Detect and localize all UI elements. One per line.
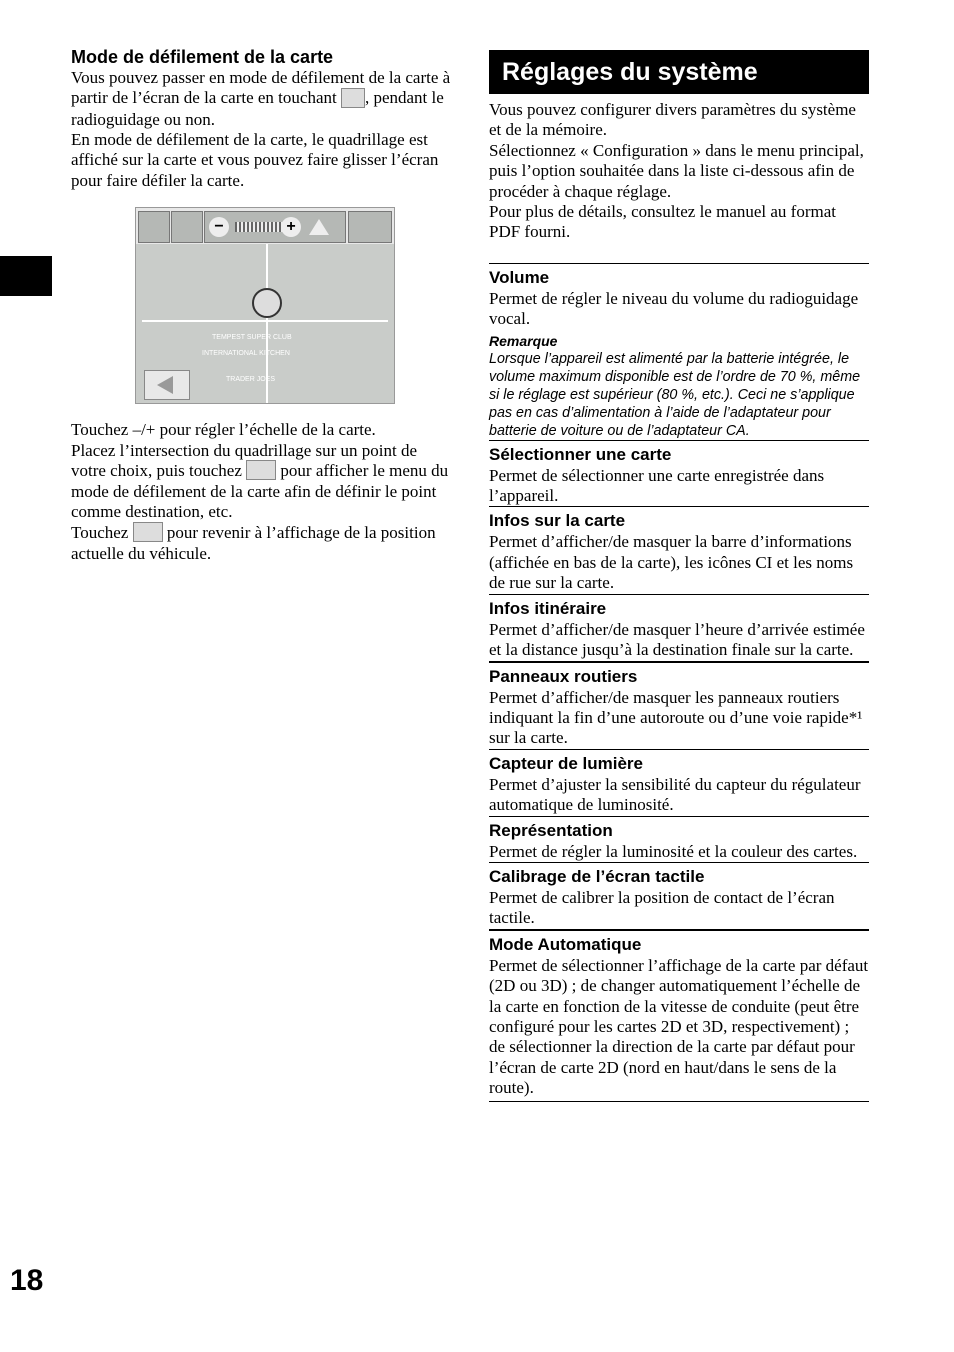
item-text: Permet de calibrer la position de contact de l’écran tactile.: [489, 887, 835, 928]
text: Vous pouvez passer en mode de défilement de la carte à partir de l’écran de la carte en touchant: [71, 68, 451, 108]
flag-icon: [246, 460, 276, 480]
flag-icon: [348, 211, 392, 243]
vehicle-position-icon: [133, 522, 163, 542]
paragraph: [71, 68, 451, 130]
settings-item: [489, 929, 869, 1099]
settings-item-volume: [489, 263, 869, 440]
settings-item: [489, 506, 869, 593]
item-text: Permet de sélectionner une carte enregistrée dans l’appareil.: [489, 465, 825, 506]
cursor-icon: [252, 288, 282, 318]
map-label: TRADER JOES: [226, 376, 276, 384]
item-text: Permet d’afficher/de masquer les panneaux routiers indiquant la fin d’une autoroute ou d’une voie rapide*¹ sur la carte.: [489, 687, 863, 748]
text: Placez l’intersection du quadrillage sur un point de votre choix, puis touchez: [71, 440, 418, 480]
scroll-mode-icon: [341, 88, 365, 108]
paragraph: Vous pouvez configurer divers paramètres du système et de la mémoire.: [489, 100, 856, 140]
item-heading: Infos itinéraire: [489, 598, 607, 618]
paragraph: [71, 523, 451, 565]
intro: [489, 100, 869, 243]
item-heading: Représentation: [489, 820, 613, 840]
grid-line-horizontal: [142, 320, 388, 322]
zoom-in-icon: +: [281, 217, 301, 237]
item-heading: Mode Automatique: [489, 934, 642, 954]
item-text: Permet d’afficher/de masquer la barre d’informations (affichée en bas de la carte), les icônes CI et les noms de rue sur la carte.: [489, 532, 854, 593]
settings-item: [489, 862, 869, 929]
item-text: Permet d’ajuster la sensibilité du capteur du régulateur automatique de luminosité.: [489, 774, 861, 815]
item-text: Permet d’afficher/de masquer l’heure d’arrivée estimée et la distance jusqu’à la destination finale sur la carte.: [489, 619, 865, 660]
text: pour afficher le menu du mode de défilement de la carte afin de définir le point comme destination, etc.: [71, 460, 449, 522]
item-heading: Volume: [489, 267, 550, 287]
zoom-slider: [204, 211, 346, 243]
item-heading: Infos sur la carte: [489, 511, 626, 531]
settings-item: [489, 661, 869, 749]
item-heading: Calibrage de l’écran tactile: [489, 866, 705, 886]
map-screenshot: [135, 207, 395, 404]
map-label: INTERNATIONAL KITCHEN: [202, 350, 290, 358]
paragraph: Touchez –/+ pour régler l’échelle de la carte.: [71, 420, 376, 440]
section-title: Réglages du système: [489, 50, 869, 94]
vehicle-icon: [309, 219, 329, 235]
item-text: Permet de sélectionner l’affichage de la carte par défaut (2D ou 3D) ; de changer automatiquement l’échelle de la carte en fonction de la vitesse de conduite (peut être configuré pour les cartes 2D et 3D, respectivement) ; de sélectionner la direction de la carte par défaut pour l’écran de carte 2D (nord en haut/dans le sens de la route).: [489, 955, 869, 1098]
right-column: [489, 50, 869, 1102]
paragraph: Pour plus de détails, consultez le manuel au format PDF fourni.: [489, 202, 836, 242]
item-text: Permet de régler la luminosité et la couleur des cartes.: [489, 841, 858, 861]
text: pour revenir à l’affichage de la position actuelle du véhicule.: [71, 522, 436, 563]
back-arrow-icon: [144, 370, 190, 400]
map-toolbar: [136, 208, 394, 244]
scale-ticks: [235, 222, 285, 232]
left-column: [71, 46, 451, 564]
note-heading: Remarque: [489, 332, 558, 349]
item-heading: Panneaux routiers: [489, 666, 638, 686]
zoom-out-icon: −: [209, 217, 229, 237]
paragraph: Sélectionnez « Configuration » dans le menu principal, puis l’option souhaitée dans la liste ci-dessous afin de procéder à chaque réglage.: [489, 140, 864, 201]
settings-item: [489, 816, 869, 862]
settings-item: [489, 440, 869, 507]
bottom-rule: [489, 1101, 869, 1102]
menu-icon: [138, 211, 170, 243]
page-number: 18: [10, 1264, 44, 1297]
text: , pendant le radioguidage ou non.: [71, 88, 444, 129]
chapter-tab: [0, 256, 52, 296]
item-text: Permet de régler le niveau du volume du radioguidage vocal.: [489, 288, 859, 329]
map-label: TEMPEST SUPER CLUB: [212, 334, 292, 342]
note-text: Lorsque l’appareil est alimenté par la batterie intégrée, le volume maximum disponible est de l’ordre de 70 %, même si le réglage est supérieur (80 %, etc.). Ceci ne s’applique pas en cas d’alimentation à l’aide de l’adaptateur pour batterie de voiture ou de l’adaptateur CA.: [489, 350, 861, 439]
item-heading: Sélectionner une carte: [489, 444, 672, 464]
compass-icon: [171, 211, 203, 243]
settings-item: [489, 594, 869, 661]
settings-list: [489, 440, 869, 1099]
paragraph: [71, 441, 451, 523]
item-heading: Capteur de lumière: [489, 753, 643, 773]
text: Touchez: [71, 522, 129, 542]
paragraph: En mode de défilement de la carte, le quadrillage est affiché sur la carte et vous pouvez faire glisser l’écran pour faire défiler la carte.: [71, 129, 439, 190]
section-heading: Mode de défilement de la carte: [71, 47, 334, 67]
settings-item: [489, 749, 869, 816]
